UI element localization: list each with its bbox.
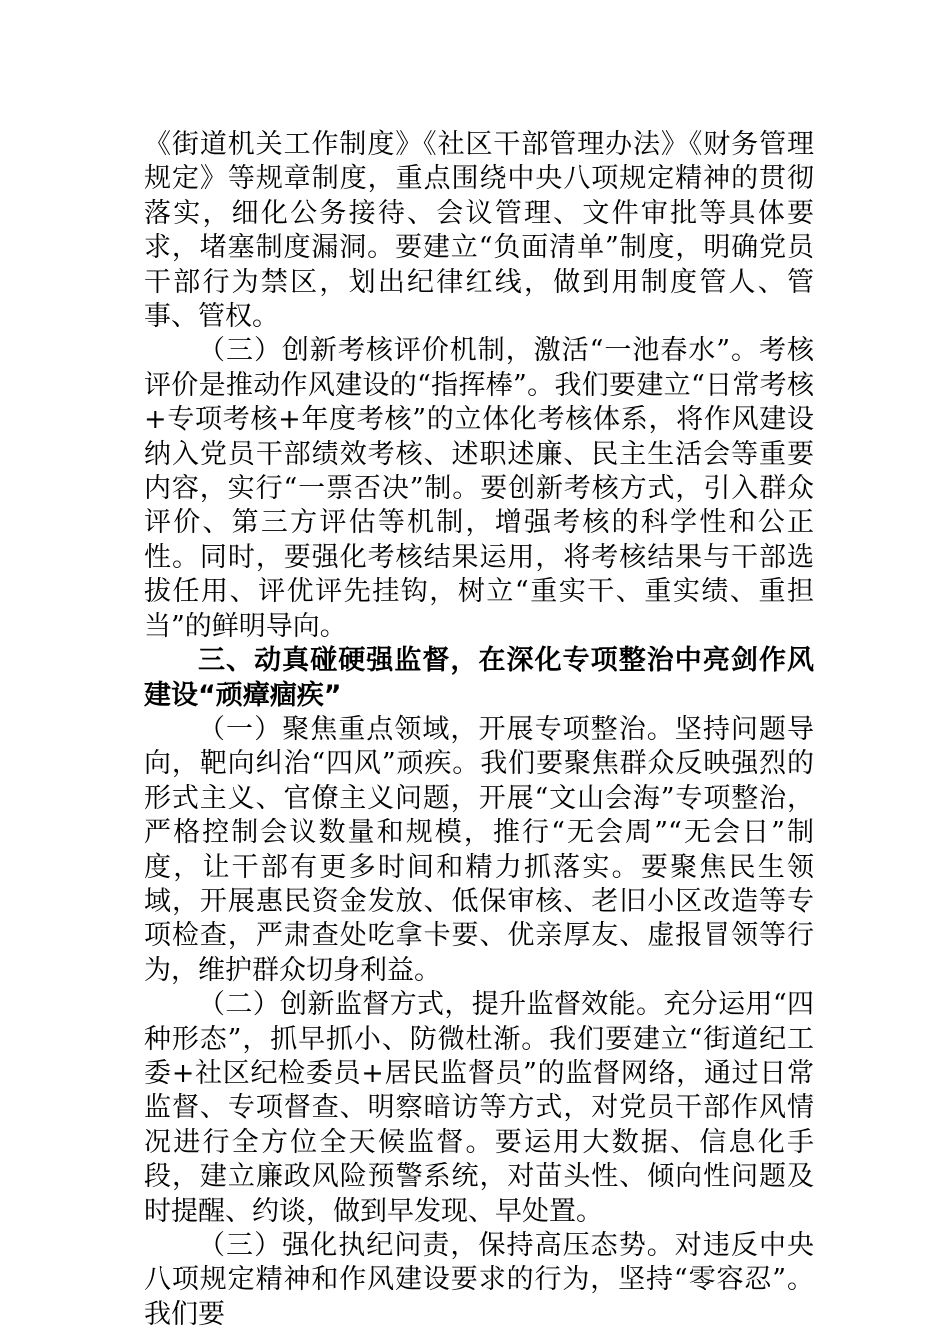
- document-body: [144, 128, 814, 1332]
- paragraph-supervision-methods: （二）创新监督方式，提升监督效能。充分运用“四种形态”，抓早抓小、防微杜渐。我们要建立“街道纪工委+社区纪检委员+居民监督员”的监督网络，通过日常监督、专项督查、明察暗访等方式，对党员干部作风情况进行全方位全天候监督。要运用大数据、信息化手段，建立廉政风险预警系统，对苗头性、倾向性问题及时提醒、约谈，做到早发现、早处置。: [144, 989, 814, 1227]
- section-heading-supervision: 三、动真碰硬强监督，在深化专项整治中亮剑作风建设“顽瘴痼疾”: [144, 645, 814, 711]
- paragraph-assessment-mechanism: （三）创新考核评价机制，激活“一池春水”。考核评价是推动作风建设的“指挥棒”。我们要建立“日常考核+专项考核+年度考核”的立体化考核体系，将作风建设纳入党员干部绩效考核、述职述廉、民主生活会等重要内容，实行“一票否决”制。要创新考核方式，引入群众评价、第三方评估等机制，增强考核的科学性和公正性。同时，要强化考核结果运用，将考核结果与干部选拔任用、评优评先挂钩，树立“重实干、重实绩、重担当”的鲜明导向。: [144, 335, 814, 642]
- paragraph-regulations: 《街道机关工作制度》《社区干部管理办法》《财务管理规定》等规章制度，重点围绕中央八项规定精神的贯彻落实，细化公务接待、会议管理、文件审批等具体要求，堵塞制度漏洞。要建立“负面清单”制度，明确党员干部行为禁区，划出纪律红线，做到用制度管人、管事、管权。: [144, 129, 814, 333]
- paragraph-key-areas: （一）聚焦重点领域，开展专项整治。坚持问题导向，靶向纠治“四风”顽疾。我们要聚焦群众反映强烈的形式主义、官僚主义问题，开展“文山会海”专项整治，严格控制会议数量和规模，推行“无会周”“无会日”制度，让干部有更多时间和精力抓落实。要聚焦民生领域，开展惠民资金发放、低保审核、老旧小区改造等专项检查，严肃查处吃拿卡要、优亲厚友、虚报冒领等行为，维护群众切身利益。: [144, 713, 814, 986]
- paragraph-accountability: （三）强化执纪问责，保持高压态势。对违反中央八项规定精神和作风建设要求的行为，坚持“零容忍”。我们要: [144, 1230, 814, 1330]
